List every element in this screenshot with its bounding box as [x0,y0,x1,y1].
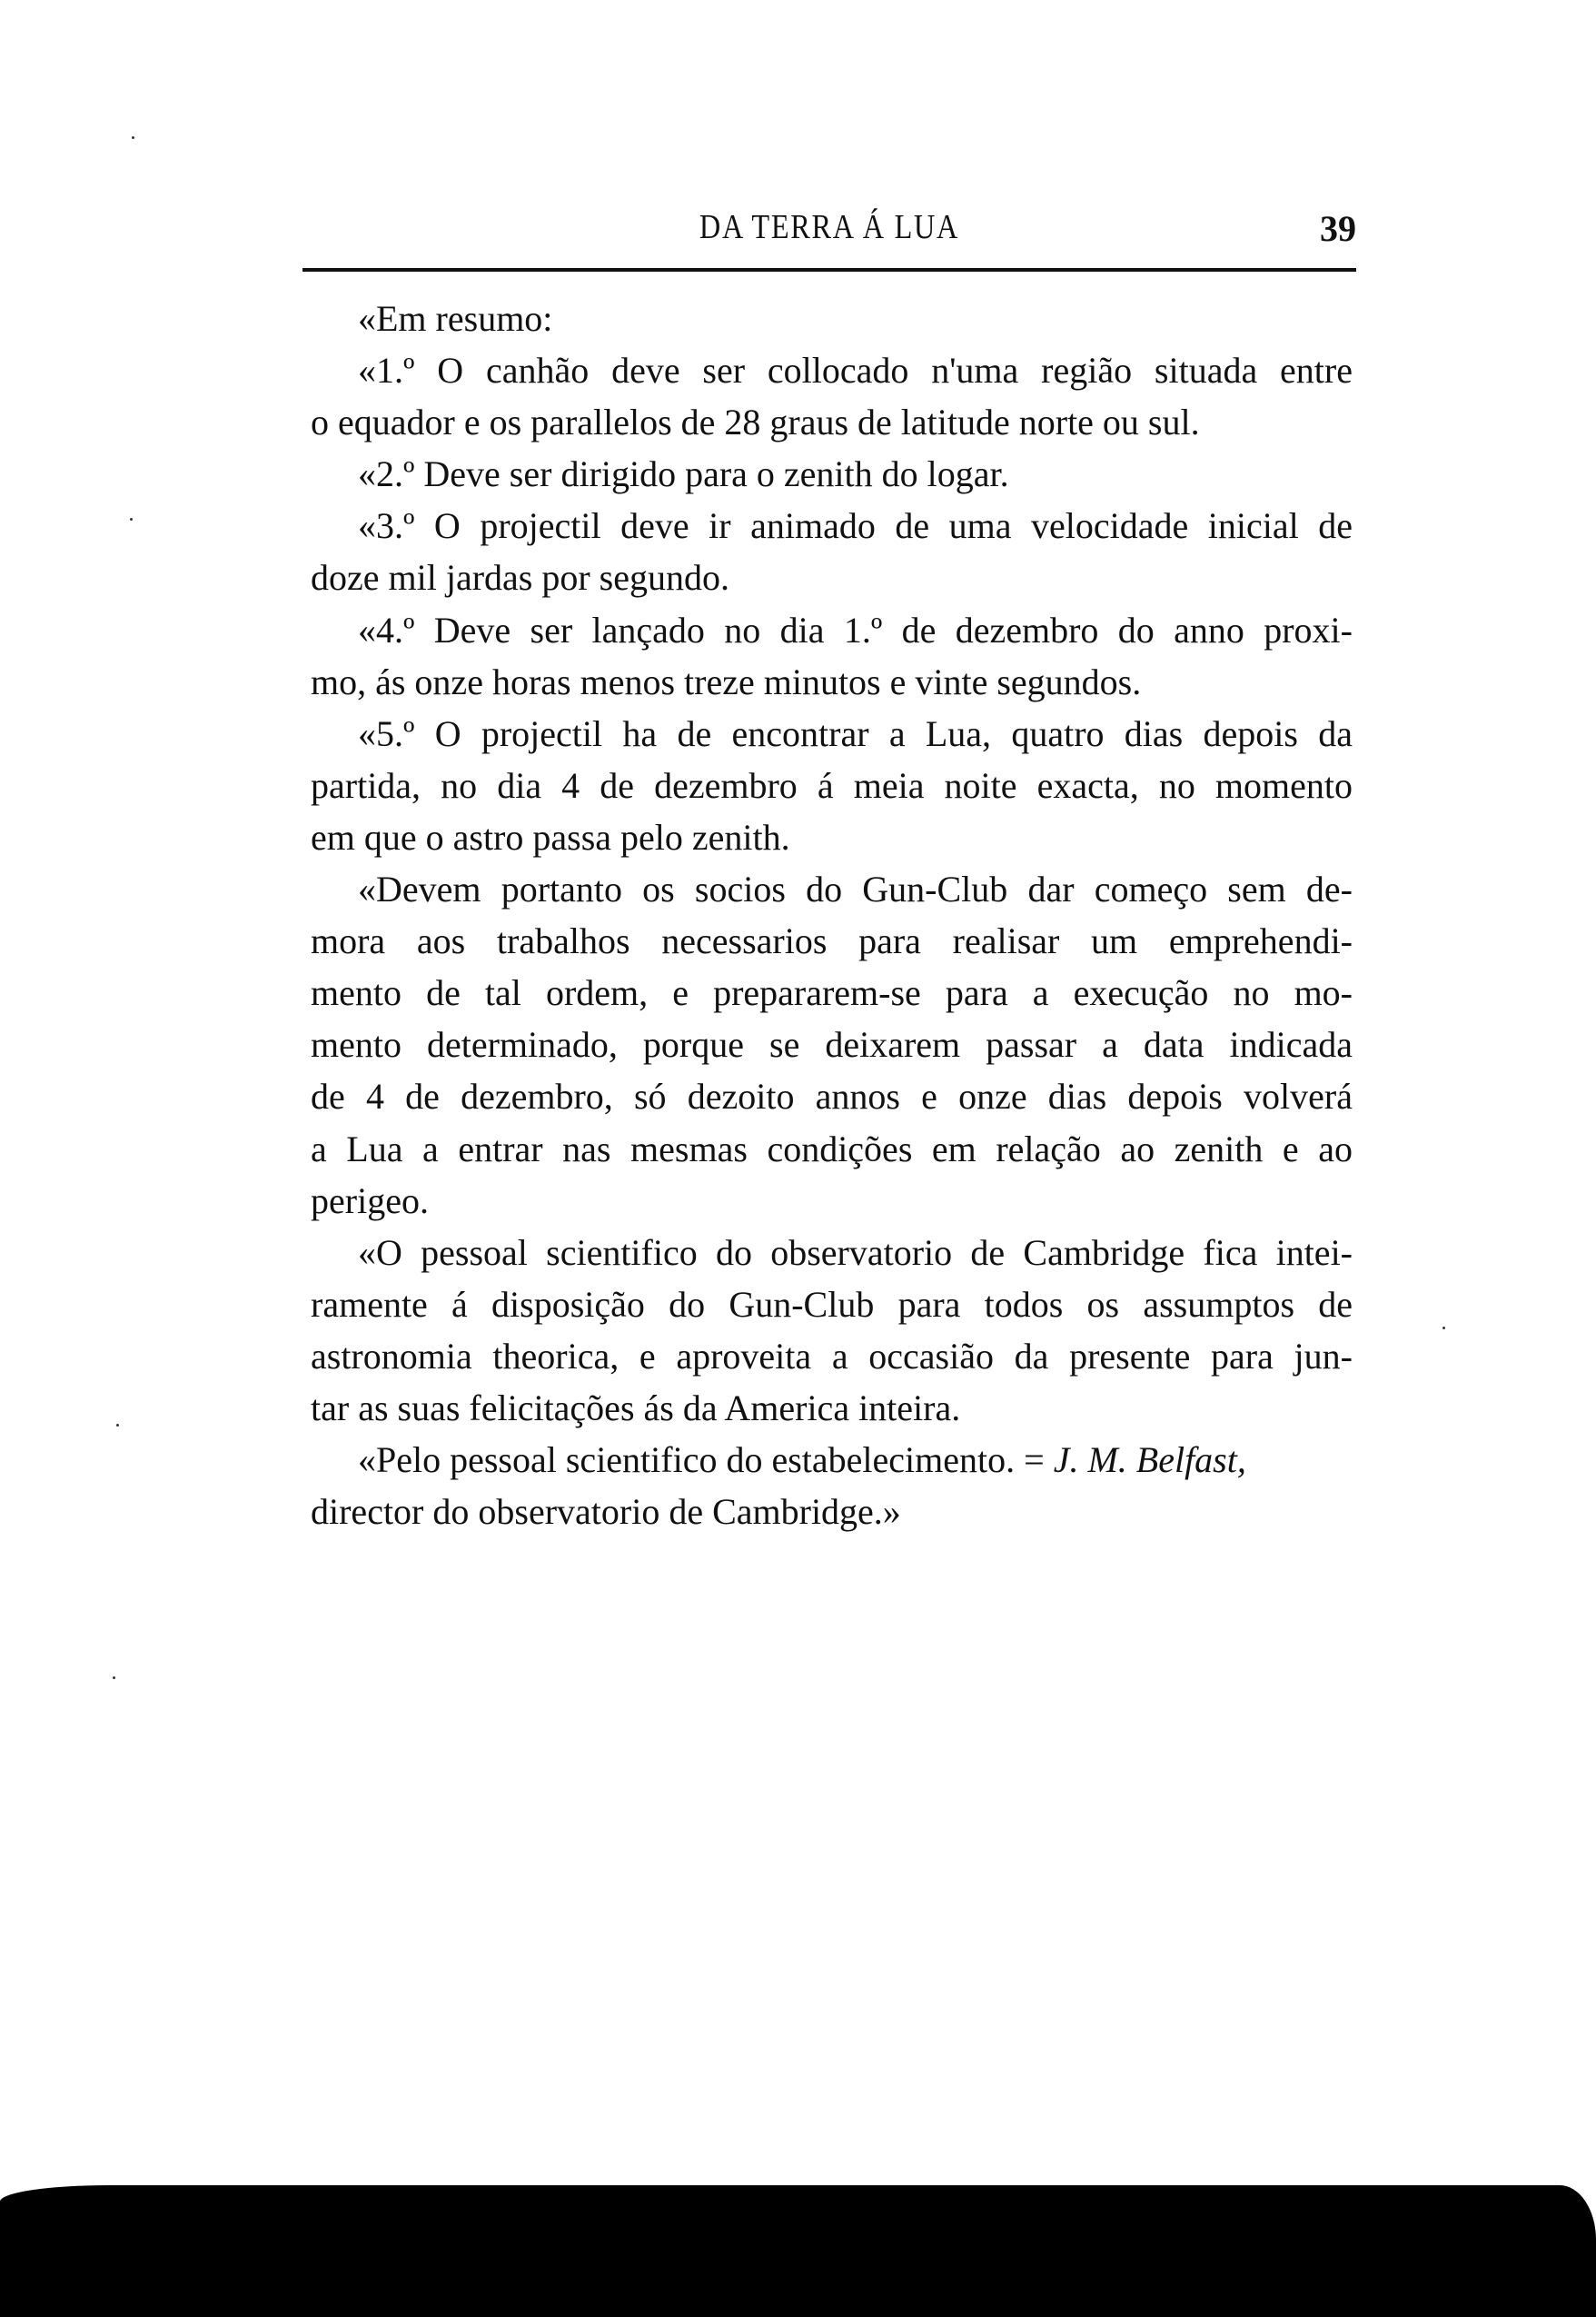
signature-name: J. M. Belfast, [1053,1439,1246,1481]
speck [130,518,133,521]
page-number: 39 [1320,208,1356,249]
text-line: «Devem portanto os socios do Gun-Club dar começo sem de- [358,869,1353,910]
body-text [311,293,1353,1537]
text-line: mo, ás onze horas menos treze minutos e vinte segundos. [311,661,1142,702]
text-line: «5.º O projectil ha de encontrar a Lua, quatro dias depois da [358,712,1353,754]
speck [116,1424,119,1427]
scan-edge-shadow [0,2185,1596,2317]
text-line: mento de tal ordem, e prepararem-se para a execução no mo- [311,972,1353,1014]
speck [1442,1327,1445,1329]
text-line: «O pessoal scientifico do observatorio de Cambridge fica intei- [358,1231,1353,1273]
text-line: mento determinado, porque se deixarem passar a data indicada [311,1024,1353,1066]
text-line: o equador e os parallelos de 28 graus de latitude norte ou sul. [311,402,1200,443]
text-line: ramente á disposição do Gun-Club para todos os assumptos de [311,1283,1353,1325]
text-line: «1.º O canhão deve ser collocado n'uma região situada entre [358,350,1353,392]
signature-closing: director do observatorio de Cambridge.» [311,1491,901,1533]
speck [113,1676,115,1679]
text-line: «3.º O projectil deve ir animado de uma velocidade inicial de [358,505,1353,547]
text-line: tar as suas felicitações ás da America inteira. [311,1387,961,1428]
text-line: doze mil jardas por segundo. [311,557,729,599]
text-line: «2.º Deve ser dirigido para o zenith do logar. [358,453,1009,495]
running-title: DA TERRA Á LUA [699,208,960,246]
text-line: de 4 de dezembro, só dezoito annos e onze dias depois volverá [311,1076,1353,1118]
text-line: em que o astro passa pelo zenith. [311,816,790,858]
text-line: «4.º Deve ser lançado no dia 1.º de dezembro do anno proxi- [358,609,1353,651]
text-line: perigeo. [311,1179,429,1221]
text-line: astronomia theorica, e aproveita a occasião da presente para jun- [311,1335,1353,1377]
text-line: partida, no dia 4 de dezembro á meia noite exacta, no momento [311,764,1353,806]
speck [132,136,134,139]
text-line: mora aos trabalhos necessarios para realisar um emprehendi- [311,920,1353,962]
signature-line [311,1434,1353,1486]
page-header [302,207,1356,258]
header-rule [302,268,1356,272]
signature-lead: «Pelo pessoal scientifico do estabelecimento. = [358,1439,1054,1481]
text-line: a Lua a entrar nas mesmas condições em relação ao zenith e ao [311,1128,1353,1169]
text-line: «Em resumo: [358,298,553,339]
